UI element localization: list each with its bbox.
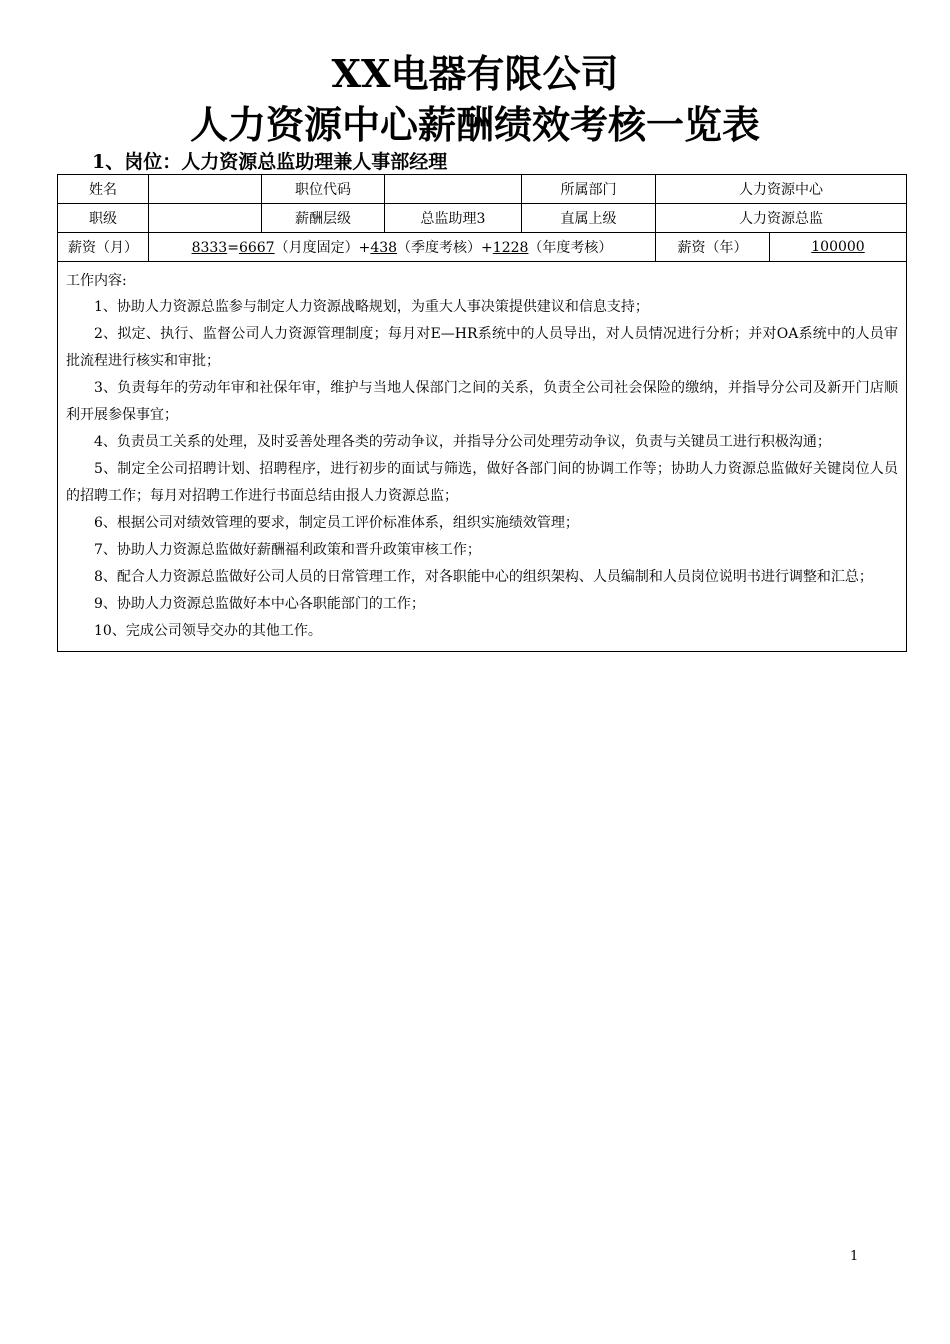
table-title: 人力资源中心薪酬绩效考核一览表 [189,102,760,147]
pay-grade-label: 薪酬层级 [262,204,385,233]
duty-item: 2、拟定、执行、监督公司人力资源管理制度；每月对E—HR系统中的人员导出，对人员情况进行分析；并对OA系统中的人员审批流程进行核实和审批； [66,326,898,369]
table-row-grade [58,204,907,233]
monthly-salary-label: 薪资（月） [58,233,149,262]
page-number: 1 [850,1249,859,1264]
plus-sign: + [358,240,371,256]
superior-value: 人力资源总监 [656,204,907,233]
quarterly-amount: 438 [370,240,398,256]
salary-info-table [57,174,907,652]
annual-amount: 1228 [492,240,529,256]
fixed-note: （月度固定） [274,240,359,256]
yearly-salary-value [770,233,907,262]
position-code-label: 职位代码 [262,175,385,204]
monthly-salary-formula [149,233,656,262]
work-content-heading: 工作内容: [66,273,127,289]
work-content-cell [58,262,907,652]
duty-item: 3、负责每年的劳动年审和社保年审，维护与当地人保部门之间的关系，负责全公司社会保险的缴纳，并指导分公司及新开门店顺利开展参保事宜； [66,380,898,423]
pay-grade-value: 总监助理3 [385,204,522,233]
company-title: XX电器有限公司 [331,51,619,96]
department-label: 所属部门 [522,175,656,204]
duty-item: 10、完成公司领导交办的其他工作。 [94,623,322,639]
table-row-duties [58,262,907,652]
duty-item: 1、协助人力资源总监参与制定人力资源战略规划，为重大人事决策提供建议和信息支持； [94,299,649,315]
name-label: 姓名 [58,175,149,204]
superior-label: 直属上级 [522,204,656,233]
fixed-amount: 6667 [238,240,275,256]
level-label: 职级 [58,204,149,233]
duty-item: 4、负责员工关系的处理，及时妥善处理各类的劳动争议，并指导分公司处理劳动争议，负责与关键员工进行积极沟通； [94,434,831,450]
level-value [149,204,262,233]
department-value: 人力资源中心 [656,175,907,204]
duty-item: 7、协助人力资源总监做好薪酬福利政策和晋升政策审核工作； [94,542,481,558]
position-code-value [385,175,522,204]
yearly-salary-label: 薪资（年） [656,233,770,262]
name-value [149,175,262,204]
plus-sign: + [481,240,493,256]
annual-note: （年度考核） [528,240,613,256]
section-heading: 1、岗位：人力资源总监助理兼人事部经理 [92,151,448,173]
table-row-basic [58,175,907,204]
duty-item: 9、协助人力资源总监做好本中心各职能部门的工作； [94,596,425,612]
equals-sign: = [227,240,239,256]
duty-item: 8、配合人力资源总监做好公司人员的日常管理工作，对各职能中心的组织架构、人员编制和人员岗位说明书进行调整和汇总； [94,569,873,585]
yearly-amount: 100000 [811,239,865,255]
duty-item: 6、根据公司对绩效管理的要求，制定员工评价标准体系，组织实施绩效管理； [94,515,579,531]
monthly-total: 8333 [191,240,228,256]
duty-item: 5、制定全公司招聘计划、招聘程序，进行初步的面试与筛选，做好各部门间的协调工作等；协助人力资源总监做好关键岗位人员的招聘工作；每月对招聘工作进行书面总结由报人力资源总监； [66,461,898,504]
table-row-salary [58,233,907,262]
quarterly-note: （季度考核） [397,240,482,256]
